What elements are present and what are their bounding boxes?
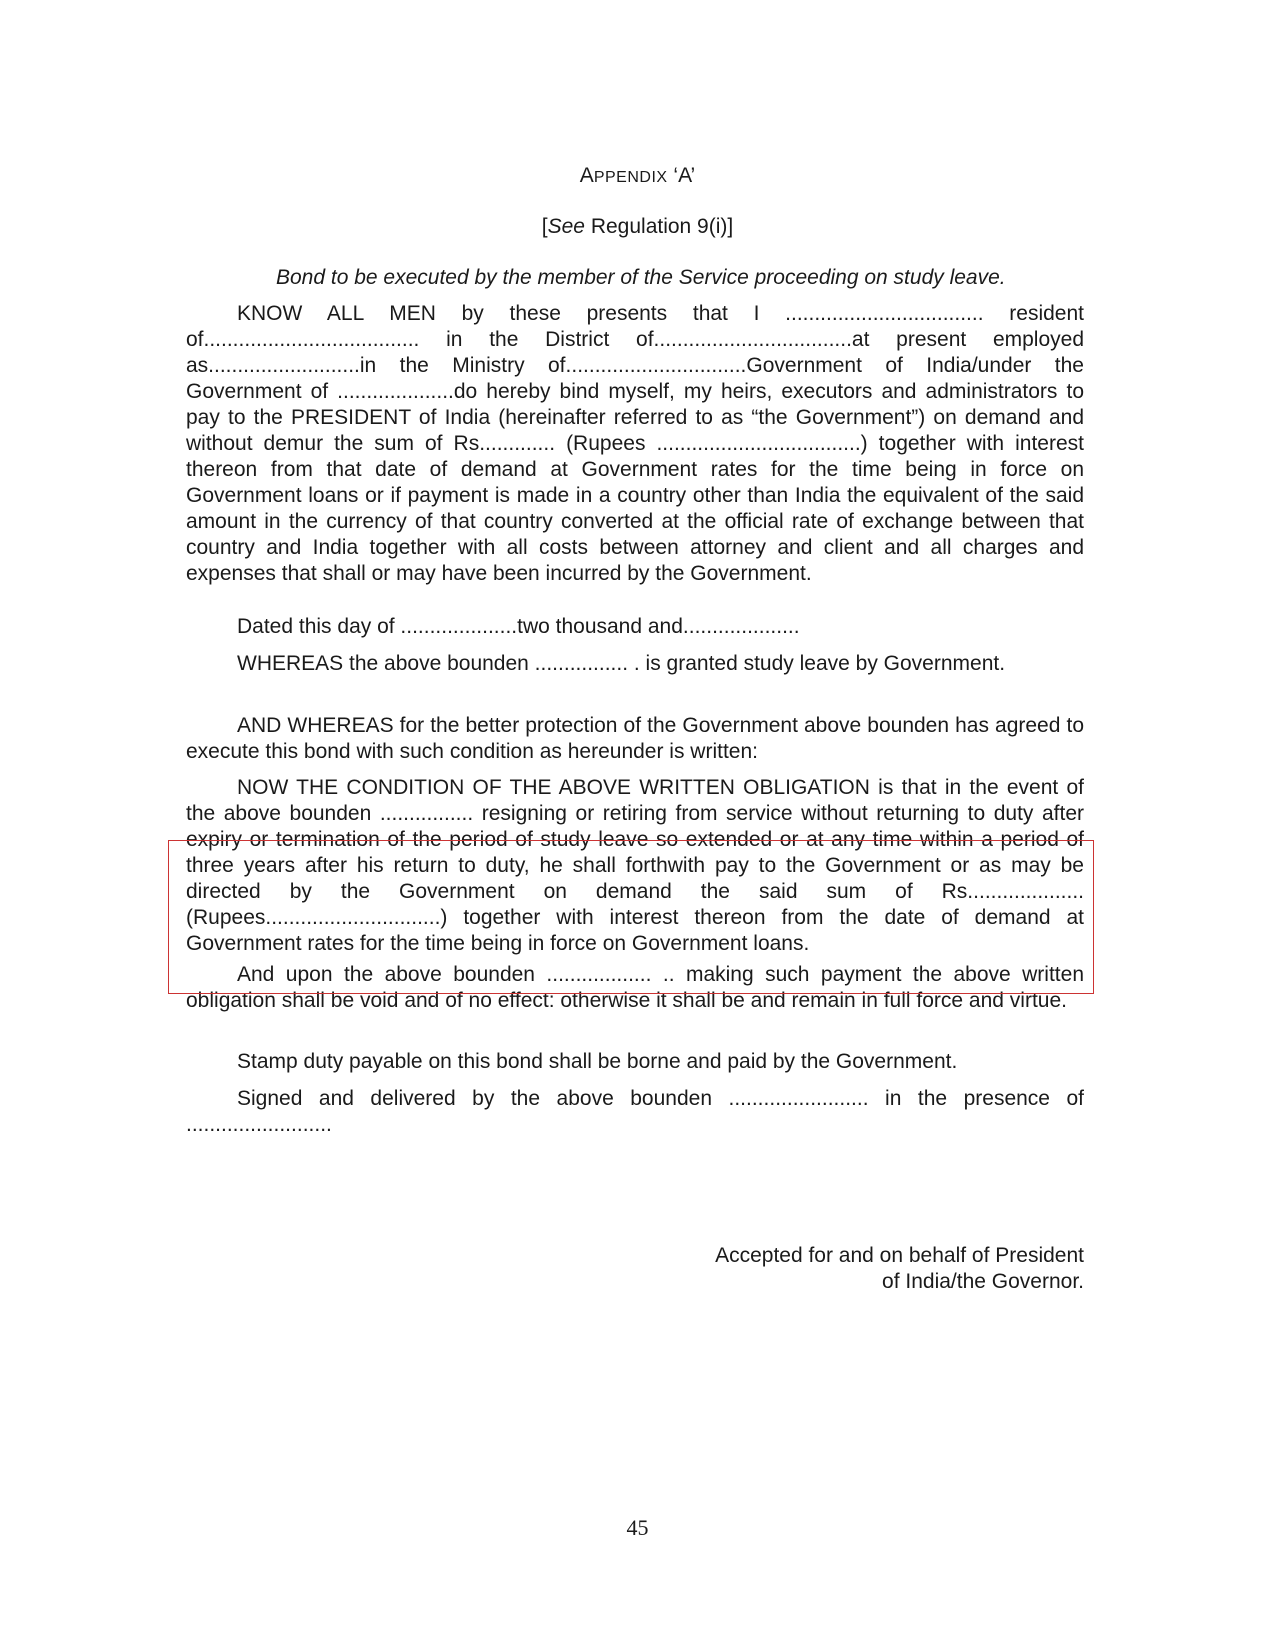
paragraph-stamp-duty: Stamp duty payable on this bond shall be borne and paid by the Government. [237,1050,958,1073]
paragraph-and-whereas: AND WHEREAS for the better protection of the Government above bounden has agreed to execute this bond with such condition as hereunder is written: [186,714,1084,763]
page-number: 45 [626,1515,649,1540]
acceptance-line-1: Accepted for and on behalf of President [715,1244,1084,1267]
paragraph-now-condition: NOW THE CONDITION OF THE ABOVE WRITTEN OBLIGATION is that in the event of the above bounden ................ resigning or retiring from service without returning to duty after expiry or termination of the period of study leave so extended or at any time within a period of three years after his return to duty, he shall forthwith pay to the Government or as may be directed by the Government on demand the said sum of Rs....................(Rupees..............................) together with interest thereon from the date of demand at Government rates for the time being in force on Government loans. [186,776,1084,955]
paragraph-know-all-men: KNOW ALL MEN by these presents that I .................................. resident of..................................... in the District of..................................at present employed as..........................in the Ministry of...............................Government of India/under the Government of ....................do hereby bind myself, my heirs, executors and administrators to pay to the PRESIDENT of India (hereinafter referred to as “the Government”) on demand and without demur the sum of Rs............. (Rupees ...................................) together with interest thereon from that date of demand at Government rates for the time being in force on Government loans or if payment is made in a country other than India the equivalent of the said amount in the currency of that country converted at the official rate of exchange between that country and India together with all costs between attorney and client and all charges and expenses that shall or may have been incurred by the Government. [186,302,1084,585]
regulation-see: See [547,215,585,238]
paragraph-whereas: WHEREAS the above bounden ................ . is granted study leave by Government. [237,652,1006,675]
paragraph-and-upon: And upon the above bounden .................. .. making such payment the above written obligation shall be void and of no effect: otherwise it shall be and remain in full force and virtue. [186,963,1084,1012]
appendix-smallcaps: PPENDIX [593,169,668,186]
appendix-initial: A [579,164,594,187]
regulation-rest: Regulation 9(i)] [584,215,734,238]
paragraph-signed: Signed and delivered by the above bounden ........................ in the presence of ......................... [186,1087,1084,1136]
regulation-open: [ [541,215,548,238]
bond-title: Bond to be executed by the member of the Service proceeding on study leave. [276,266,1006,289]
acceptance-line-2: of India/the Governor. [882,1270,1084,1293]
appendix-heading [0,164,1275,190]
regulation-reference [0,215,1275,239]
appendix-label: ‘A’ [667,164,696,187]
paragraph-dated: Dated this day of ....................two thousand and.................... [237,615,800,638]
acceptance-block [600,1243,1084,1295]
